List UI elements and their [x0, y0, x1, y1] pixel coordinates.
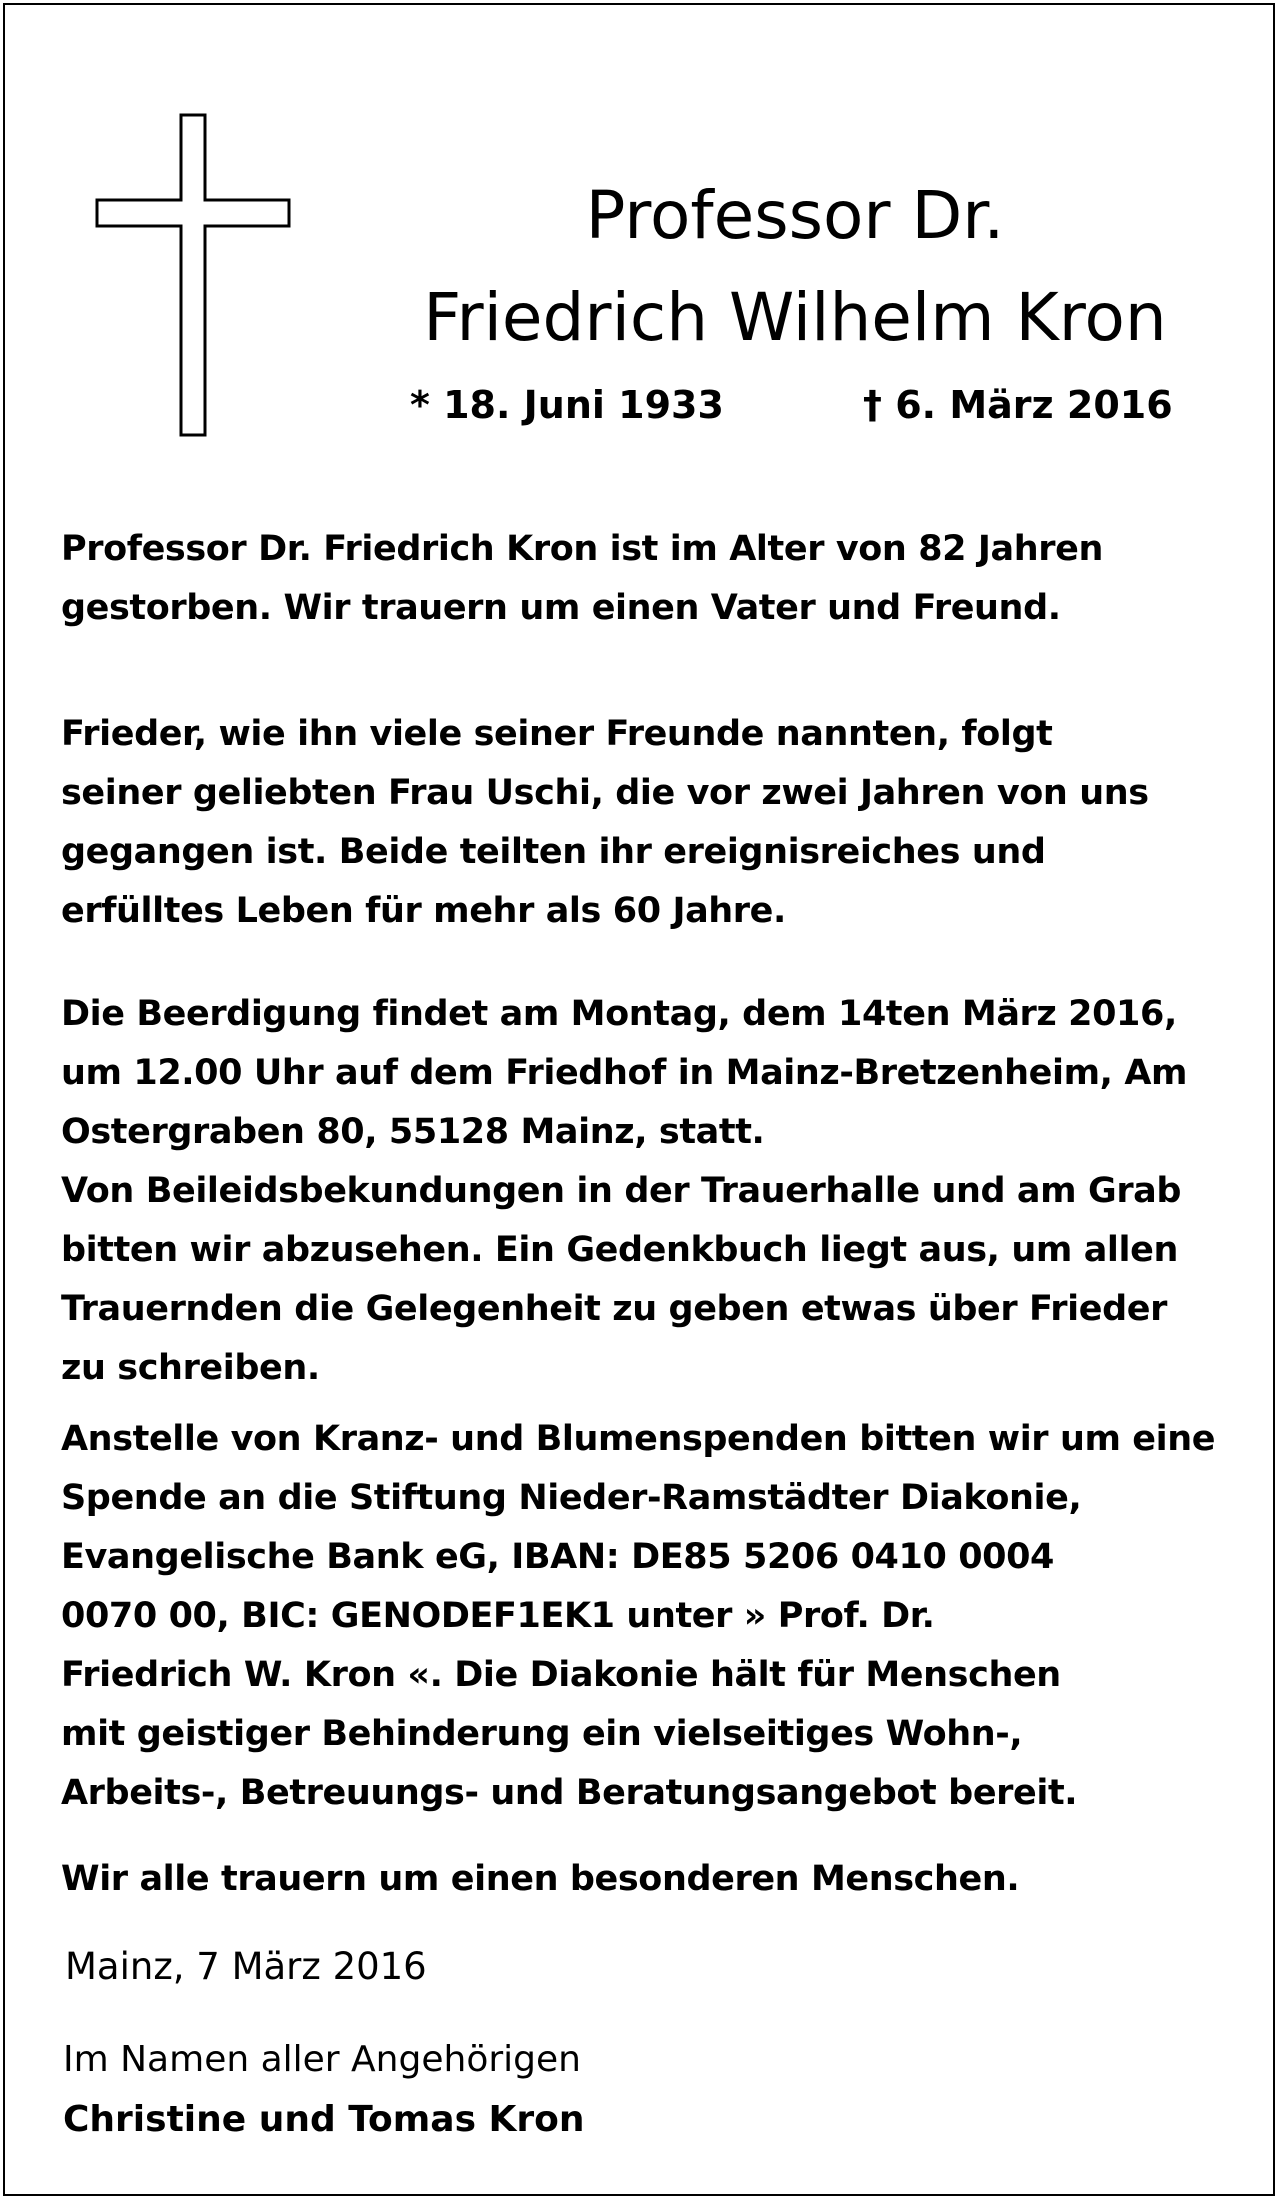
place-and-date: Mainz, 7 März 2016 [65, 1945, 427, 1988]
obituary-notice [3, 3, 1275, 2196]
paragraph-announcement: Professor Dr. Friedrich Kron ist im Alter von 82 Jahren gestorben. Wir trauern um einen Vater und Freund. [61, 529, 1103, 628]
paragraph-funeral-details: Die Beerdigung findet am Montag, dem 14ten März 2016, um 12.00 Uhr auf dem Friedhof in Mainz-Bretzenheim, Am Ostergraben 80, 55128 Mainz, statt. Von Beileidsbekundungen in der Trauerhalle und am Grab bitten wir abzusehen. Ein Gedenkbuch liegt aus, um allen Trauernden die Gelegenheit zu geben etwas über Frieder zu schreiben. [61, 994, 1188, 1388]
paragraph-remembrance: Frieder, wie ihn viele seiner Freunde nannten, folgt seiner geliebten Frau Uschi, die vor zwei Jahren von uns gegangen ist. Beide teilten ihr ereignisreiches und erfülltes Leben für mehr als 60 Jahre. [61, 714, 1149, 931]
death-date: † 6. März 2016 [863, 383, 1173, 427]
birth-date: * 18. Juni 1933 [410, 383, 724, 427]
title-line-2: Friedrich Wilhelm Kron [423, 279, 1167, 356]
deceased-name-title [305, 165, 1280, 369]
signature-block [63, 2030, 585, 2150]
signature-line-1: Im Namen aller Angehörigen [63, 2039, 581, 2080]
paragraph-closing: Wir alle trauern um einen besonderen Menschen. [61, 1859, 1020, 1899]
paragraph-donation: Anstelle von Kranz- und Blumenspenden bitten wir um eine Spende an die Stiftung Nieder-Ramstädter Diakonie, Evangelische Bank eG, IBAN: DE85 5206 0410 0004 0070 00, BIC: GENODEF1EK1 unter » Prof. Dr. Friedrich W. Kron «. Die Diakonie hält für Menschen mit geistiger Behinderung ein vielseitiges Wohn-, Arbeits-, Betreuungs- und Beratungsangebot bereit. [61, 1419, 1216, 1813]
cross-icon [93, 113, 293, 438]
title-line-1: Professor Dr. [585, 177, 1005, 254]
signature-names: Christine und Tomas Kron [63, 2099, 585, 2140]
